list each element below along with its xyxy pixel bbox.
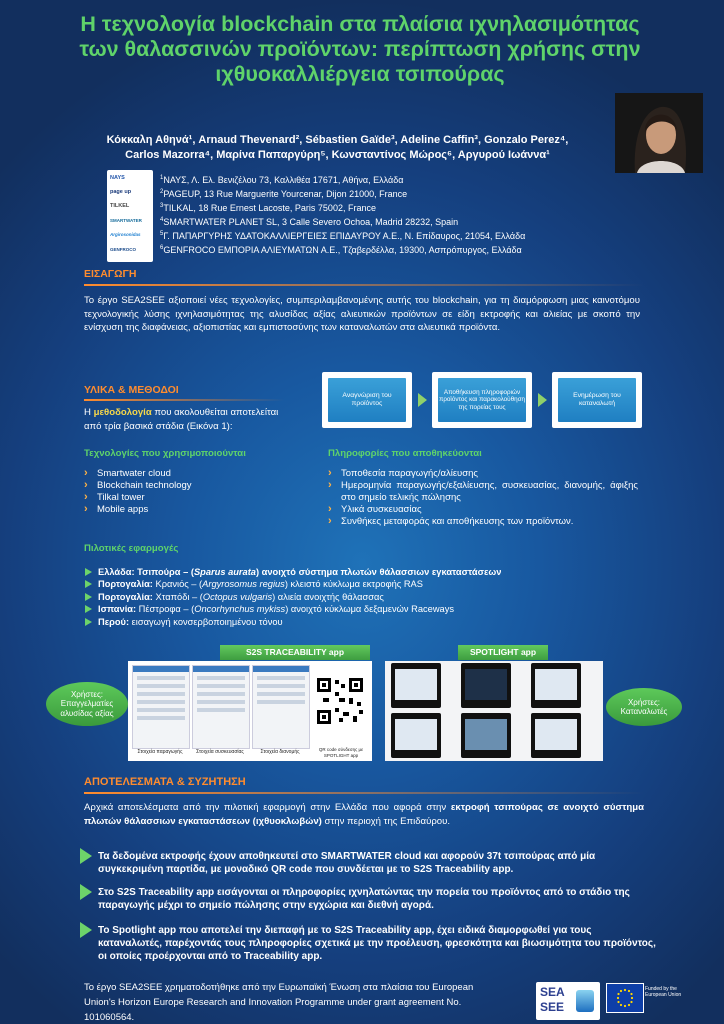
affiliation-item: $^5$Γ. ΠΑΠΑΡΓΥΡΗΣ ΥΔΑΤΟΚΑΛΛΙΕΡΓΕΙΕΣ ΕΠΙΔΑΥΡΟΥ Α.Ε., Ν. Επίδαυρος, 21054, Ελλάδα [160,231,526,241]
pilot-item: Ισπανία: Πέστροφα – (Oncorhynchus mykiss) ανοιχτό κύκλωμα δεξαμενών Raceways [84,603,644,615]
info-item: › Υλικά συσκευασίας [328,504,638,516]
methods-heading: ΥΛΙΚΑ & ΜΕΘΟΔΟΙ [84,384,179,396]
logo-papargyris: Argirosonidas [110,232,141,237]
info-item: › Ημερομηνία παραγωγής/εξαλίευσης, συσκευασίας, διανομής, άφιξης στο σημείο τελικής πώλησης [328,480,638,504]
phone-screen [531,713,581,758]
results-intro: Αρχικά αποτελέσματα από την πιλοτική εφαρμογή στην Ελλάδα που αφορά στην εκτροφή τσιπούρας σε ανοιχτό σύστημα πλωτών θάλασσιων εγκαταστάσεων (ιχθυοκλωβών) στην περιοχή της Επιδαύρου. [84,802,644,827]
result-arrow-icon [80,922,92,938]
phone-screen [391,663,441,708]
spotlight-app-label: SPOTLIGHT app [458,645,548,660]
eu-funding-label: Funded by the European Union [645,986,682,998]
pilots-list [84,566,644,628]
poster-title: Η τεχνολογία blockchain στα πλαίσια ιχνηλασιμότητας των θαλασσινών προϊόντων: περίπτωση χρήσης στην ιχθυοκαλλιέργεια τσιπούρας [79,12,641,86]
tech-list [84,468,304,516]
sea2see-logo: SEA SEE [536,982,600,1020]
screen-packaging [192,665,250,749]
results-heading: ΑΠΟΤΕΛΕΣΜΑΤΑ & ΣΥΖΗΤΗΣΗ [84,776,246,788]
info-item: › Συνθήκες μεταφοράς και αποθήκευσης των προϊόντων. [328,516,638,528]
affiliation-item: $^4$SMARTWATER PLANET SL, 3 Calle Severo Ochoa, Madrid 28232, Spain [160,217,459,227]
eu-flag-logo [606,983,644,1013]
intro-heading: ΕΙΣΑΓΩΓΗ [84,268,137,280]
pilot-item: Περού: εισαγωγή κονσερβοποιημένου τόνου [84,616,644,628]
result-item-1: Τα δεδομένα εκτροφής έχουν αποθηκευτεί στο SMARTWATER cloud και αφορούν 37t τσιπούρας από μία συγκεκριμένη παρτίδα, με μοναδικό QR code που συνδέεται με το S2S Traceability app. [98,851,596,875]
users-professionals: Χρήστες: Επαγγελματίες αλυσίδας αξίας [46,682,128,726]
author-photo [615,93,703,173]
result-item-3: Το Spotlight app που αποτελεί την διεπαφή με το S2S Traceability app, έχει ειδικά διαμορφωθεί για τους καταναλωτές, παρέχοντάς τους πληροφορίες σχετικά με την προέλευση, φρεσκότητα και βιωσιμότητα του προϊόντος, οι οποίες προέρχονται από το Traceability app. [98,925,656,962]
author-line-2: Carlos Mazorra⁴, Μαρίνα Παπαργύρη⁵, Κωνσταντίνος Μώρος⁶, Αργυρού Ιωάννα¹ [125,149,550,161]
screen-distribution [252,665,310,749]
caption-distribution: Στοιχεία διανομής [260,749,300,755]
phone-screen [461,713,511,758]
tech-item: › Tilkal tower [84,492,304,504]
flow-step-2-label: Αποθήκευση πληροφοριών προϊόντος και παρακολούθηση της πορείας τους [438,378,526,422]
logo-smartwater: SMARTWATER [110,218,142,223]
tech-item: › Smartwater cloud [84,468,304,480]
s2s-app-label: S2S TRACEABILITY app [220,645,370,660]
users-consumers: Χρήστες: Καταναλωτές [606,688,682,726]
wave-icon [576,990,594,1012]
affiliation-item: $^2$PAGEUP, 13 Rue Marguerite Yourcenar, Dijon 21000, France [160,189,408,199]
flow-step-1 [322,372,412,428]
affiliation-item: $^6$GENFROCO ΕΜΠΟΡΙΑ ΑΛΙΕΥΜΑΤΩΝ Α.Ε., Τζαβερδέλλα, 19300, Ασπρόπυργος, Ελλάδα [160,245,522,255]
logo-nays: NAYS [110,175,125,181]
info-heading: Πληροφορίες που αποθηκεύονται [328,448,482,459]
caption-production: Στοιχεία παραγωγής [137,749,183,755]
pilot-item: Πορτογαλία: Χταπόδι – (Octopus vulgaris) αλιεία ανοιχτής θάλασσας [84,591,644,603]
intro-divider [84,284,644,286]
logo-tilkal: TILKEL [110,203,130,209]
flow-step-3-label: Ενημέρωση του καταναλωτή [558,378,636,422]
affiliation-item: $^1$ΝΑΥΣ, Λ. Ελ. Βενιζέλου 73, Καλλιθέα 17671, Αθήνα, Ελλάδα [160,175,404,185]
flow-step-2 [432,372,532,428]
caption-qr: QR code σύνδεσης με SPOTLIGHT app [318,747,364,758]
phone-screen [461,663,511,708]
results-divider [84,792,644,794]
tech-heading: Τεχνολογίες που χρησιμοποιούνται [84,448,246,459]
author-list [60,133,615,163]
affiliation-item: $^3$TILKAL, 18 Rue Ernest Lacoste, Paris 75002, France [160,203,376,213]
info-list [328,468,638,528]
caption-packaging: Στοιχεία συσκευασίας [196,749,244,755]
s2s-app-screenshots [128,661,372,761]
phone-screen [391,713,441,758]
flow-step-1-label: Αναγνώριση του προϊόντος [328,378,406,422]
methodology-text: Η μεθοδολογία που ακολουθείται αποτελείται από τρία βασικά στάδια (Εικόνα 1): [84,407,279,432]
flow-arrow-icon [538,393,547,407]
result-arrow-icon [80,884,92,900]
info-item: › Τοποθεσία παραγωγής/αλίευσης [328,468,638,480]
spotlight-app-screenshots [385,661,603,761]
qr-code-icon [314,675,366,735]
pilot-item: Πορτογαλία: Κρανιός – (Argyrosomus regius) κλειστό κύκλωμα εκτροφής RAS [84,578,644,590]
pilot-item: Ελλάδα: Τσιπούρα – (Sparus aurata) ανοιχτό σύστημα πλωτών θάλασσιων εγκαταστάσεων [84,566,644,578]
logo-pageup: page up [110,189,132,195]
flow-arrow-icon [418,393,427,407]
logo-genfroco: GENFROCO [110,247,137,252]
partner-logos [107,170,153,262]
flow-step-3 [552,372,642,428]
author-line-1: Κόκκαλη Αθηνά¹, Arnaud Thevenard², Sébastien Gaïde³, Adeline Caffin³, Gonzalo Perez⁴, [106,134,569,146]
tech-item: › Mobile apps [84,504,304,516]
methods-divider [84,399,284,401]
phone-screen [531,663,581,708]
affiliations [160,172,610,256]
result-item-2: Στο S2S Traceability app εισάγονται οι πληροφορίες ιχνηλατώντας την πορεία του προϊόντος από το στάδιο της παραγωγής μέχρι το σημείο πώλησης στην εγχώρια και διεθνή αγορά. [98,887,630,911]
intro-text: Το έργο SEA2SEE αξιοποιεί νέες τεχνολογίες, συμπεριλαμβανομένης αυτής του blockchain, για τη διαμόρφωση μιας καινοτόμου τεχνολογικής λύσης ιχνηλασιμότητας της αλυσίδας αξίας αλιευτικών προϊόντων σε είδη εκτροφής και αλιείας με σκοπό την ενίσχυση της διαφάνειας, αξιοπιστίας και εμπιστοσύνης των καταναλωτών στα αλιευτικά προϊόντα. [84,295,640,333]
tech-item: › Blockchain technology [84,480,304,492]
pilots-heading: Πιλοτικές εφαρμογές [84,543,179,554]
funding-note: Το έργο SEA2SEE χρηματοδοτήθηκε από την Ευρωπαϊκή Ένωση στα πλαίσια του European Union's Horizon Europe Research and Innovation Programme under grant agreement No. 101060564. [84,982,474,1023]
result-arrow-icon [80,848,92,864]
author-photo-image [615,93,703,173]
screen-production [132,665,190,749]
